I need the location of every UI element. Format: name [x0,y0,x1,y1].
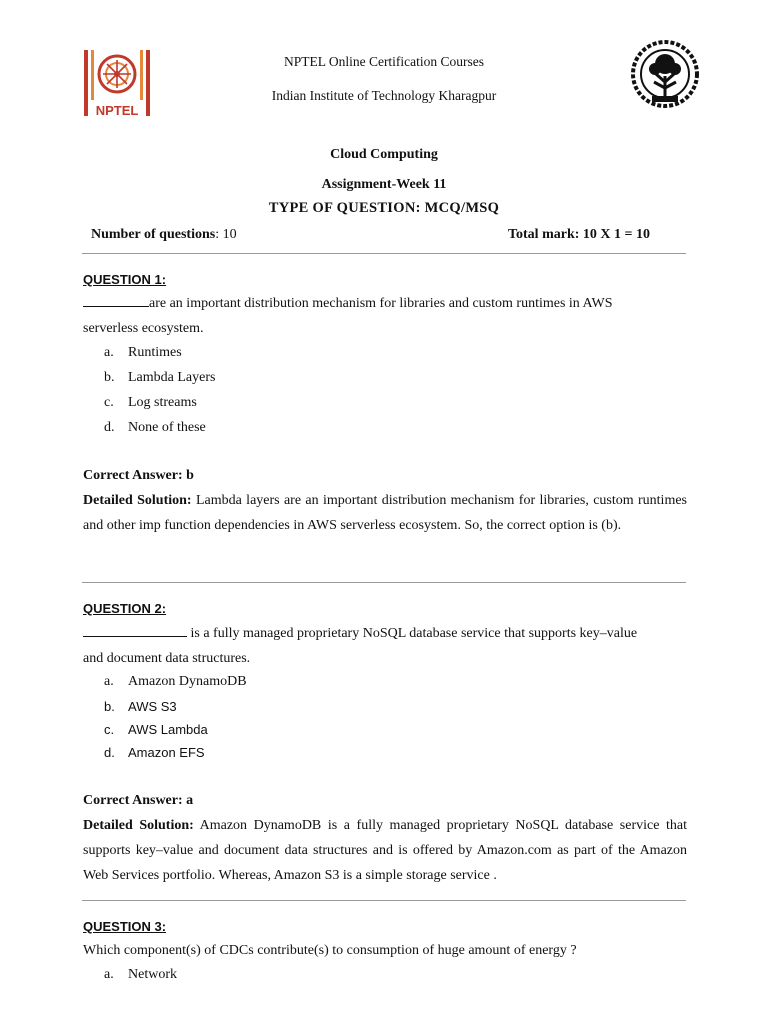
question-1-option-d: d. None of these [104,420,206,435]
institution-line-1: NPTEL Online Certification Courses [283,54,485,69]
question-1-heading: QUESTION 1: [83,272,167,287]
institution-line-2: Indian Institute of Technology Kharagpur [271,88,497,103]
question-2-text: is a fully managed proprietary NoSQL database service that supports key–value and document data structures. [83,621,687,671]
course-title: Cloud Computing [330,147,438,162]
svg-text:NPTEL: NPTEL [95,103,139,118]
question-2-option-d: d. Amazon EFS [104,745,205,760]
question-1-option-a: a. Runtimes [104,345,182,360]
answer-blank [83,292,149,307]
divider [82,900,686,901]
divider [82,582,686,583]
question-1-option-b: b. Lambda Layers [104,370,216,385]
assignment-title: Assignment-Week 11 [321,177,447,192]
question-type: TYPE OF QUESTION: MCQ/MSQ [268,200,500,216]
question-1-text: are an important distribution mechanism for libraries and custom runtimes in AWS serverless ecosystem. [83,291,687,341]
question-1-solution: Detailed Solution: Lambda layers are an important distribution mechanism for libraries, custom runtimes and other imp function dependencies in AWS serverless ecosystem. So, the correct option is (b). [83,493,687,533]
question-1-option-c: c. Log streams [104,395,197,410]
divider [82,253,686,254]
question-2-correct-answer: Correct Answer: a [83,793,194,808]
question-2-heading: QUESTION 2: [83,601,167,616]
question-2-solution: Detailed Solution: Amazon DynamoDB is a fully managed proprietary NoSQL database service that supports key–value and document data structures and is offered by Amazon.com as part of the Amazon Web Services portfolio. Whereas, Amazon S3 is a simple storage service . [83,818,688,883]
question-2-option-c: c. AWS Lambda [104,722,208,737]
question-1-correct-answer: Correct Answer: b [83,468,194,483]
question-2-option-b: b. AWS S3 [104,699,177,714]
iit-kharagpur-logo [630,36,700,116]
question-2-option-a: a. Amazon DynamoDB [104,674,247,689]
question-3-option-a: a. Network [104,967,177,982]
number-of-questions: Number of questions: 10 [91,227,237,242]
question-3-text: Which component(s) of CDCs contribute(s) to consumption of huge amount of energy ? [83,943,577,958]
answer-blank [83,622,187,637]
question-3-heading: QUESTION 3: [83,919,167,934]
total-mark: Total mark: 10 X 1 = 10 [507,227,650,242]
